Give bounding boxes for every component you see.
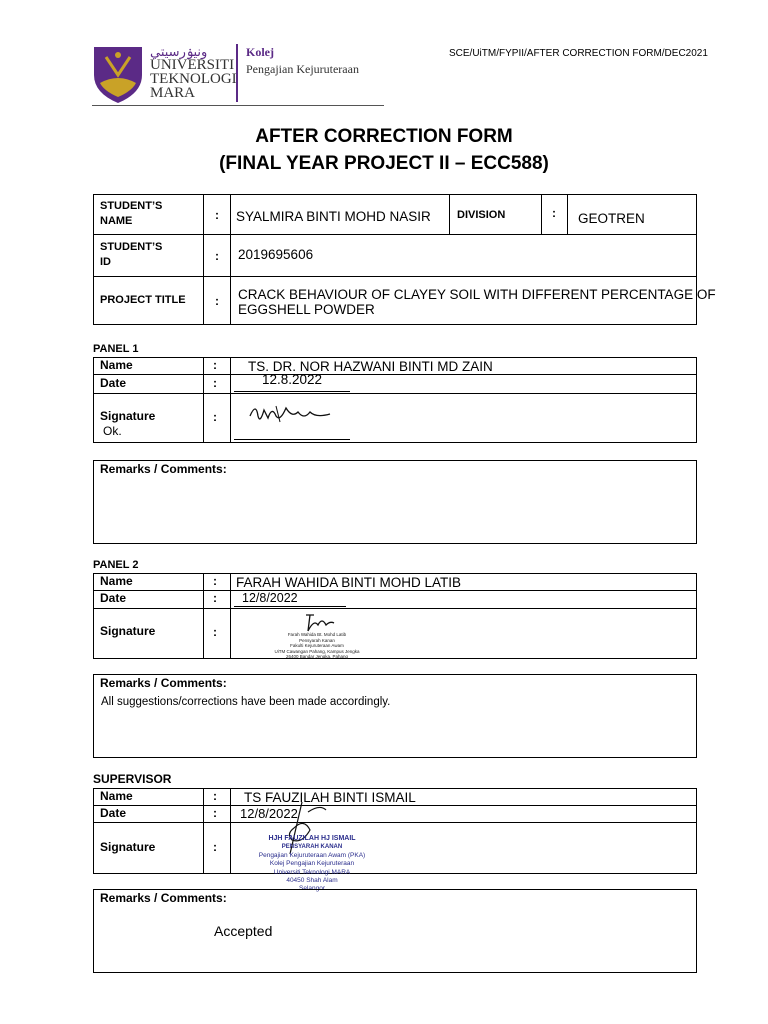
supervisor-date-value: 12/8/2022 (240, 806, 298, 821)
supervisor-col-divider-1 (203, 788, 204, 873)
colon: : (213, 574, 217, 588)
panel-1-date-underline (234, 391, 350, 392)
project-title-line-1: CRACK BEHAVIOUR OF CLAYEY SOIL WITH DIFFERENT PERCENTAGE OF (238, 287, 716, 302)
supervisor-remarks-value: Accepted (214, 923, 273, 939)
panel-1-note: Ok. (103, 424, 122, 438)
form-title-line-2: (FINAL YEAR PROJECT II – ECC588) (219, 153, 549, 174)
colon: : (215, 294, 219, 308)
supervisor-stamp-line-2: PENSYARAH KANAN (281, 844, 343, 851)
panel-1-col-divider-1 (203, 357, 204, 442)
student-id-label-1: STUDENT’S (100, 241, 163, 253)
supervisor-stamp (248, 835, 376, 894)
panel-1-row-divider-1 (93, 374, 697, 375)
supervisor-signature-label: Signature (100, 840, 156, 854)
university-name (150, 58, 237, 100)
panel-1-date-value: 12.8.2022 (262, 372, 323, 387)
supervisor-heading: SUPERVISOR (93, 772, 172, 786)
supervisor-stamp-line-3: Pengajian Kejuruteraan Awam (PKA) (258, 851, 366, 859)
panel-1-heading: PANEL 1 (93, 343, 139, 355)
colon: : (213, 806, 217, 820)
student-row-divider-1 (93, 234, 697, 235)
supervisor-stamp-line-1: HJH FAUZILAH HJ ISMAIL (268, 835, 356, 842)
jawi-text: ونيۏرسيتي (150, 44, 208, 59)
doc-code: SCE/UiTM/FYPII/AFTER CORRECTION FORM/DEC2021 (449, 48, 708, 59)
student-name-value: SYALMIRA BINTI MOHD NASIR (236, 209, 431, 224)
form-title-line-1: AFTER CORRECTION FORM (255, 126, 513, 147)
header-divider (236, 44, 238, 102)
colon: : (215, 208, 219, 222)
colon: : (215, 249, 219, 263)
panel-2-row-divider-2 (93, 608, 697, 609)
supervisor-stamp-line-7: Selangor (298, 885, 326, 893)
student-id-label-2: ID (100, 256, 111, 268)
faculty-line-2: Pengajian Kejuruteraan (246, 62, 359, 76)
panel-2-stamp-line-4: UiTM Cawangan Pahang, Kampus Jengka (274, 648, 360, 654)
supervisor-stamp-line-5: Universiti Teknologi MARA (273, 868, 351, 876)
colon: : (213, 591, 217, 605)
panel-2-stamp-line-5: 26400 Bandar Jengka, Pahang (285, 654, 349, 659)
supervisor-stamp-line-6: 40450 Shah Alam (286, 877, 338, 885)
supervisor-col-divider-2 (230, 788, 231, 873)
panel-2-row-divider-1 (93, 590, 697, 591)
faculty-name (246, 45, 359, 77)
supervisor-name-label: Name (100, 789, 133, 803)
panel-1-row-divider-2 (93, 393, 697, 394)
panel-2-name-value: FARAH WAHIDA BINTI MOHD LATIB (236, 575, 462, 590)
panel-2-date-value: 12/8/2022 (242, 591, 298, 605)
panel-2-signature-label: Signature (100, 624, 156, 638)
faculty-line-1: Kolej (246, 45, 274, 59)
student-id-label (100, 240, 162, 270)
uni-line-3: MARA (150, 85, 196, 101)
panel-2-stamp-line-2: Pensyarah Kanan (299, 637, 335, 643)
panel-2-stamp-line-1: Farah Wahida Bt. Mohd Latib (287, 632, 347, 637)
panel-2-remarks-value: All suggestions/corrections have been made accordingly. (101, 696, 391, 708)
colon: : (213, 789, 217, 803)
panel-1-date-label: Date (100, 376, 127, 390)
uitm-logo (92, 45, 144, 105)
colon: : (552, 206, 556, 220)
panel-1-name-value: TS. DR. NOR HAZWANI BINTI MD ZAIN (248, 359, 493, 374)
colon: : (213, 625, 217, 639)
project-title-label: PROJECT TITLE (100, 294, 186, 306)
supervisor-stamp-line-4: Kolej Pengajian Kejuruteraan (269, 860, 355, 868)
panel-1-col-divider-2 (230, 357, 231, 442)
panel-2-heading: PANEL 2 (93, 559, 139, 571)
project-title-value (238, 287, 716, 317)
colon: : (213, 410, 217, 424)
division-label: DIVISION (457, 209, 506, 221)
student-name-label (100, 199, 162, 229)
panel-1-signature-label: Signature (100, 409, 156, 423)
student-name-label-2: NAME (100, 215, 133, 227)
student-col-divider-2 (230, 194, 231, 324)
uni-line-2: TEKNOLOGI (150, 71, 237, 87)
division-value: GEOTREN (578, 211, 645, 226)
supervisor-row-divider-1 (93, 805, 697, 806)
project-title-line-2: EGGSHELL POWDER (238, 302, 375, 317)
panel-2-col-divider-1 (203, 573, 204, 658)
panel-1-name-label: Name (100, 358, 133, 372)
panel-2-date-underline (234, 606, 346, 607)
panel-2-name-label: Name (100, 574, 133, 588)
panel-1-remarks-label: Remarks / Comments: (100, 462, 227, 476)
student-col-divider-3 (449, 194, 450, 234)
student-id-value: 2019695606 (238, 247, 314, 262)
panel-2-remarks-label: Remarks / Comments: (100, 676, 227, 690)
supervisor-remarks-label: Remarks / Comments: (100, 891, 227, 905)
supervisor-row-divider-2 (93, 822, 697, 823)
student-col-divider-4 (541, 194, 542, 234)
colon: : (213, 358, 217, 372)
panel-1-signature (246, 398, 336, 433)
colon: : (213, 840, 217, 854)
uni-line-1: UNIVERSITI (150, 57, 235, 73)
supervisor-date-label: Date (100, 806, 127, 820)
panel-2-date-label: Date (100, 591, 127, 605)
student-col-divider-1 (203, 194, 204, 324)
supervisor-name-value: TS FAUZILAH BINTI ISMAIL (244, 790, 416, 805)
panel-2-col-divider-2 (230, 573, 231, 658)
panel-2-stamp-line-3: Fakulti Kejuruteraan Awam (290, 643, 344, 648)
student-col-divider-5 (567, 194, 568, 234)
student-name-label-1: STUDENT’S (100, 200, 163, 212)
colon: : (213, 376, 217, 390)
student-row-divider-2 (93, 276, 697, 277)
header-rule (92, 105, 384, 106)
panel-1-signature-underline (234, 439, 350, 440)
panel-2-stamp (272, 632, 362, 660)
